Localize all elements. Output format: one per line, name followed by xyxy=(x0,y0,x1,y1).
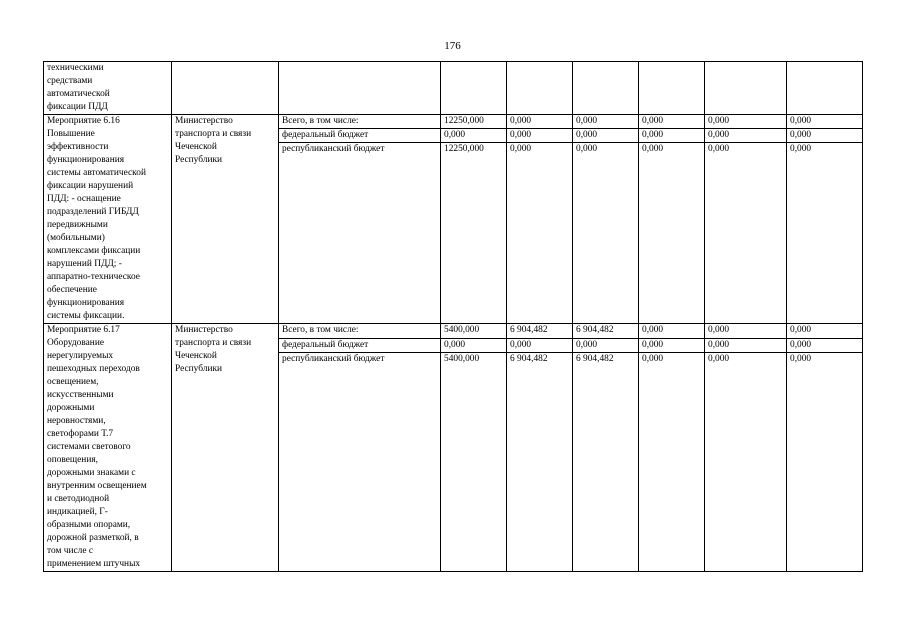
value-cell: 0,000 xyxy=(639,143,705,324)
table-row xyxy=(44,115,863,129)
value-cell: 0,000 xyxy=(441,338,507,353)
value-cell: 0,000 xyxy=(507,143,573,324)
table-row xyxy=(44,62,863,115)
source-cell: федеральный бюджет xyxy=(279,338,441,353)
value-cell xyxy=(639,62,705,115)
value-cell: 5400,000 xyxy=(441,353,507,572)
value-cell: 0,000 xyxy=(507,129,573,143)
value-cell: 0,000 xyxy=(639,115,705,129)
value-cell: 12250,000 xyxy=(441,115,507,129)
value-cell: 0,000 xyxy=(787,324,863,339)
value-cell: 0,000 xyxy=(705,338,787,353)
value-cell: 0,000 xyxy=(787,353,863,572)
value-cell: 0,000 xyxy=(639,129,705,143)
value-cell: 0,000 xyxy=(705,129,787,143)
budget-table xyxy=(43,61,863,572)
value-cell: 0,000 xyxy=(787,338,863,353)
value-cell: 0,000 xyxy=(705,115,787,129)
value-cell: 0,000 xyxy=(507,115,573,129)
value-cell: 6 904,482 xyxy=(573,353,639,572)
value-cell: 0,000 xyxy=(705,353,787,572)
source-cell xyxy=(279,62,441,115)
value-cell: 0,000 xyxy=(441,129,507,143)
executor-cell xyxy=(172,62,279,115)
source-cell: республиканский бюджет xyxy=(279,143,441,324)
measure-name-cell: Мероприятие 6.16 Повышение эффективности функционирования системы автоматической фиксации нарушений ПДД: - оснащение подразделений ГИБДД передвижными (мобильными) комплексами фиксации нарушений ПДД; - аппаратно-техническое обеспечение функционирования системы фиксации. xyxy=(44,115,172,324)
page-number: 176 xyxy=(444,40,461,52)
value-cell xyxy=(787,62,863,115)
value-cell: 6 904,482 xyxy=(573,324,639,339)
value-cell xyxy=(705,62,787,115)
value-cell: 0,000 xyxy=(573,338,639,353)
executor-cell: Министерство транспорта и связи Чеченской Республики xyxy=(172,115,279,324)
value-cell: 0,000 xyxy=(639,353,705,572)
value-cell: 0,000 xyxy=(787,143,863,324)
value-cell: 0,000 xyxy=(573,129,639,143)
value-cell: 0,000 xyxy=(787,129,863,143)
value-cell xyxy=(507,62,573,115)
table-row xyxy=(44,324,863,339)
source-cell: Всего, в том числе: xyxy=(279,324,441,339)
value-cell: 0,000 xyxy=(507,338,573,353)
value-cell: 0,000 xyxy=(573,143,639,324)
value-cell: 0,000 xyxy=(787,115,863,129)
value-cell xyxy=(441,62,507,115)
measure-name-cell: техническими средствами автоматической фиксации ПДД xyxy=(44,62,172,115)
source-cell: федеральный бюджет xyxy=(279,129,441,143)
value-cell xyxy=(573,62,639,115)
value-cell: 0,000 xyxy=(639,324,705,339)
value-cell: 0,000 xyxy=(705,143,787,324)
value-cell: 6 904,482 xyxy=(507,324,573,339)
value-cell: 12250,000 xyxy=(441,143,507,324)
value-cell: 0,000 xyxy=(573,115,639,129)
source-cell: республиканский бюджет xyxy=(279,353,441,572)
value-cell: 0,000 xyxy=(639,338,705,353)
value-cell: 6 904,482 xyxy=(507,353,573,572)
measure-name-cell: Мероприятие 6.17 Оборудование нерегулируемых пешеходных переходов освещением, искусственными дорожными неровностями, светофорами Т.7 системами светового оповещения, дорожными знаками с внутренним освещением и светодиодной индикацией, Г- образными опорами, дорожной разметкой, в том числе с применением штучных xyxy=(44,324,172,572)
executor-cell: Министерство транспорта и связи Чеченской Республики xyxy=(172,324,279,572)
value-cell: 5400,000 xyxy=(441,324,507,339)
source-cell: Всего, в том числе: xyxy=(279,115,441,129)
value-cell: 0,000 xyxy=(705,324,787,339)
